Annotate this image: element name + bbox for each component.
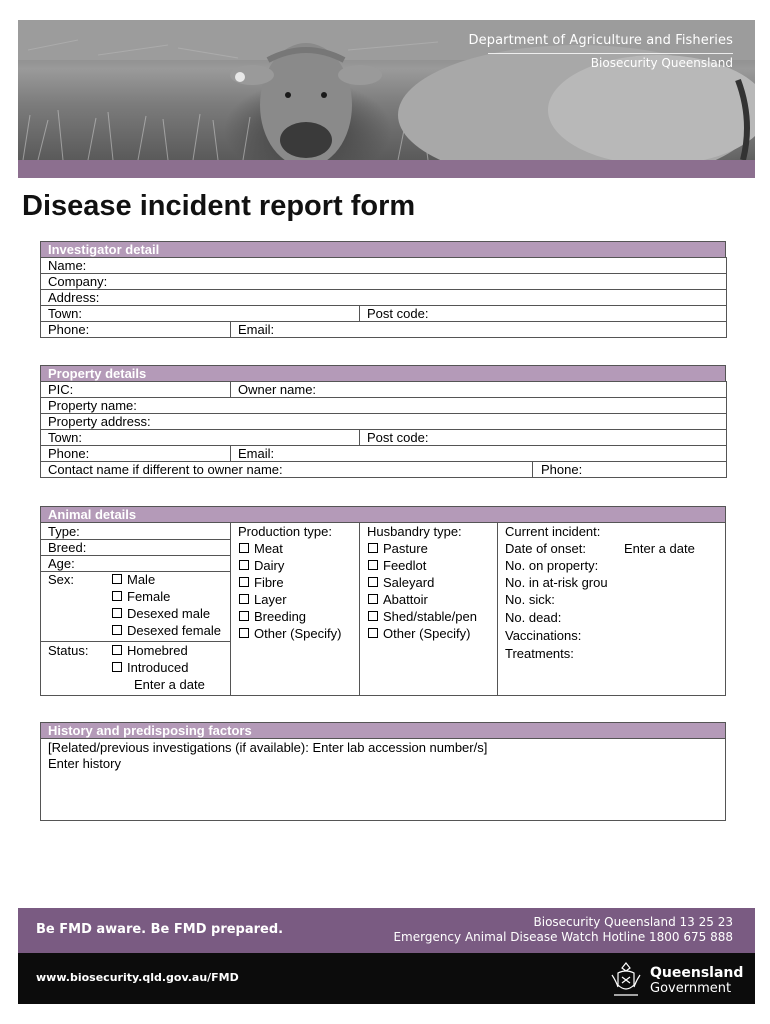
history-heading: History and predisposing factors	[40, 722, 726, 738]
investigator-name-field[interactable]: Name:	[41, 258, 727, 274]
header-divider	[488, 53, 733, 54]
investigator-email-field[interactable]: Email:	[231, 322, 727, 338]
contact-phone-field[interactable]: Phone:	[533, 462, 727, 478]
production-type-column	[231, 523, 360, 695]
production-option-meat[interactable]: Meat	[239, 540, 283, 557]
header-banner-image	[18, 20, 755, 160]
husbandry-option-other[interactable]: Other (Specify)	[368, 625, 470, 642]
investigator-company-field[interactable]: Company:	[41, 274, 727, 290]
animal-basic-column	[41, 523, 231, 695]
investigator-postcode-field[interactable]: Post code:	[360, 306, 727, 322]
property-pic-field[interactable]: PIC:	[41, 382, 231, 398]
investigator-heading: Investigator detail	[40, 241, 726, 257]
husbandry-type-label: Husbandry type:	[367, 524, 462, 539]
no-at-risk-field[interactable]: No. in at-risk grou	[505, 575, 608, 590]
checkbox-icon[interactable]	[239, 628, 249, 638]
production-option-breeding[interactable]: Breeding	[239, 608, 306, 625]
property-postcode-field[interactable]: Post code:	[360, 430, 727, 446]
no-sick-field[interactable]: No. sick:	[505, 592, 555, 607]
investigator-phone-field[interactable]: Phone:	[41, 322, 231, 338]
checkbox-icon[interactable]	[112, 591, 122, 601]
production-option-fibre[interactable]: Fibre	[239, 574, 284, 591]
onset-date-field[interactable]: Enter a date	[624, 541, 695, 556]
no-dead-field[interactable]: No. dead:	[505, 610, 562, 625]
form-title: Disease incident report form	[22, 190, 416, 222]
investigator-town-field[interactable]: Town:	[41, 306, 360, 322]
checkbox-icon[interactable]	[368, 577, 378, 587]
checkbox-icon[interactable]	[112, 645, 122, 655]
owner-name-field[interactable]: Owner name:	[231, 382, 727, 398]
accent-stripe	[18, 160, 755, 178]
history-entry[interactable]: Enter history	[48, 756, 121, 771]
government-wordmark: Government	[650, 981, 732, 996]
contact-name-field[interactable]: Contact name if different to owner name:	[41, 462, 533, 478]
checkbox-icon[interactable]	[239, 543, 249, 553]
checkbox-icon[interactable]	[112, 625, 122, 635]
checkbox-icon[interactable]	[239, 611, 249, 621]
husbandry-type-column	[360, 523, 498, 695]
property-phone-field[interactable]: Phone:	[41, 446, 231, 462]
production-option-layer[interactable]: Layer	[239, 591, 287, 608]
checkbox-icon[interactable]	[368, 611, 378, 621]
current-incident-label: Current incident:	[505, 524, 601, 539]
sex-option-desexed-female[interactable]: Desexed female	[112, 622, 221, 639]
property-town-field[interactable]: Town:	[41, 430, 360, 446]
no-on-property-field[interactable]: No. on property:	[505, 558, 599, 573]
sex-option-male[interactable]: Male	[112, 571, 155, 588]
status-label: Status:	[48, 643, 89, 658]
treatments-field[interactable]: Treatments:	[505, 646, 574, 661]
status-option-introduced[interactable]: Introduced	[112, 659, 188, 676]
animal-age-field[interactable]: Age:	[48, 556, 75, 571]
husbandry-option-feedlot[interactable]: Feedlot	[368, 557, 426, 574]
husbandry-option-abattoir[interactable]: Abattoir	[368, 591, 428, 608]
checkbox-icon[interactable]	[239, 577, 249, 587]
investigator-section	[40, 241, 726, 338]
property-name-field[interactable]: Property name:	[41, 398, 727, 414]
sex-option-female[interactable]: Female	[112, 588, 170, 605]
husbandry-option-saleyard[interactable]: Saleyard	[368, 574, 434, 591]
checkbox-icon[interactable]	[368, 594, 378, 604]
status-option-homebred[interactable]: Homebred	[112, 642, 188, 659]
checkbox-icon[interactable]	[239, 560, 249, 570]
checkbox-icon[interactable]	[368, 628, 378, 638]
checkbox-icon[interactable]	[239, 594, 249, 604]
sex-label: Sex:	[48, 572, 75, 587]
checkbox-icon[interactable]	[112, 608, 122, 618]
property-email-field[interactable]: Email:	[231, 446, 727, 462]
vaccinations-field[interactable]: Vaccinations:	[505, 628, 582, 643]
animal-breed-field[interactable]: Breed:	[48, 540, 87, 555]
sex-option-desexed-male[interactable]: Desexed male	[112, 605, 210, 622]
division-name: Biosecurity Queensland	[590, 56, 733, 70]
husbandry-option-pasture[interactable]: Pasture	[368, 540, 428, 557]
fmd-slogan: Be FMD aware. Be FMD prepared.	[36, 922, 284, 937]
checkbox-icon[interactable]	[112, 662, 122, 672]
history-section	[40, 722, 726, 821]
husbandry-option-shed[interactable]: Shed/stable/pen	[368, 608, 477, 625]
biosecurity-phone: Biosecurity Queensland 13 25 23	[533, 915, 733, 929]
status-date-field[interactable]: Enter a date	[134, 677, 205, 692]
fmd-website-link[interactable]: www.biosecurity.qld.gov.au/FMD	[36, 971, 239, 984]
property-address-field[interactable]: Property address:	[41, 414, 727, 430]
property-heading: Property details	[40, 365, 726, 381]
checkbox-icon[interactable]	[112, 574, 122, 584]
production-option-dairy[interactable]: Dairy	[239, 557, 284, 574]
footer-hotline-bar	[18, 908, 755, 953]
history-text-area[interactable]	[40, 738, 726, 821]
ead-hotline: Emergency Animal Disease Watch Hotline 1800 675 888	[393, 930, 733, 944]
property-section	[40, 365, 726, 478]
checkbox-icon[interactable]	[368, 543, 378, 553]
animal-section	[40, 506, 726, 696]
date-of-onset-label: Date of onset:	[505, 541, 586, 556]
department-name: Department of Agriculture and Fisheries	[468, 33, 733, 48]
investigator-address-field[interactable]: Address:	[41, 290, 727, 306]
animal-heading: Animal details	[40, 506, 726, 522]
lab-accession-line[interactable]: [Related/previous investigations (if available): Enter lab accession number/s]	[48, 740, 488, 755]
checkbox-icon[interactable]	[368, 560, 378, 570]
queensland-wordmark: Queensland	[650, 965, 744, 981]
footer-bar	[18, 953, 755, 1004]
production-type-label: Production type:	[238, 524, 332, 539]
queensland-crest-icon	[608, 959, 644, 999]
production-option-other[interactable]: Other (Specify)	[239, 625, 341, 642]
animal-type-field[interactable]: Type:	[48, 524, 80, 539]
incident-column	[498, 523, 725, 695]
